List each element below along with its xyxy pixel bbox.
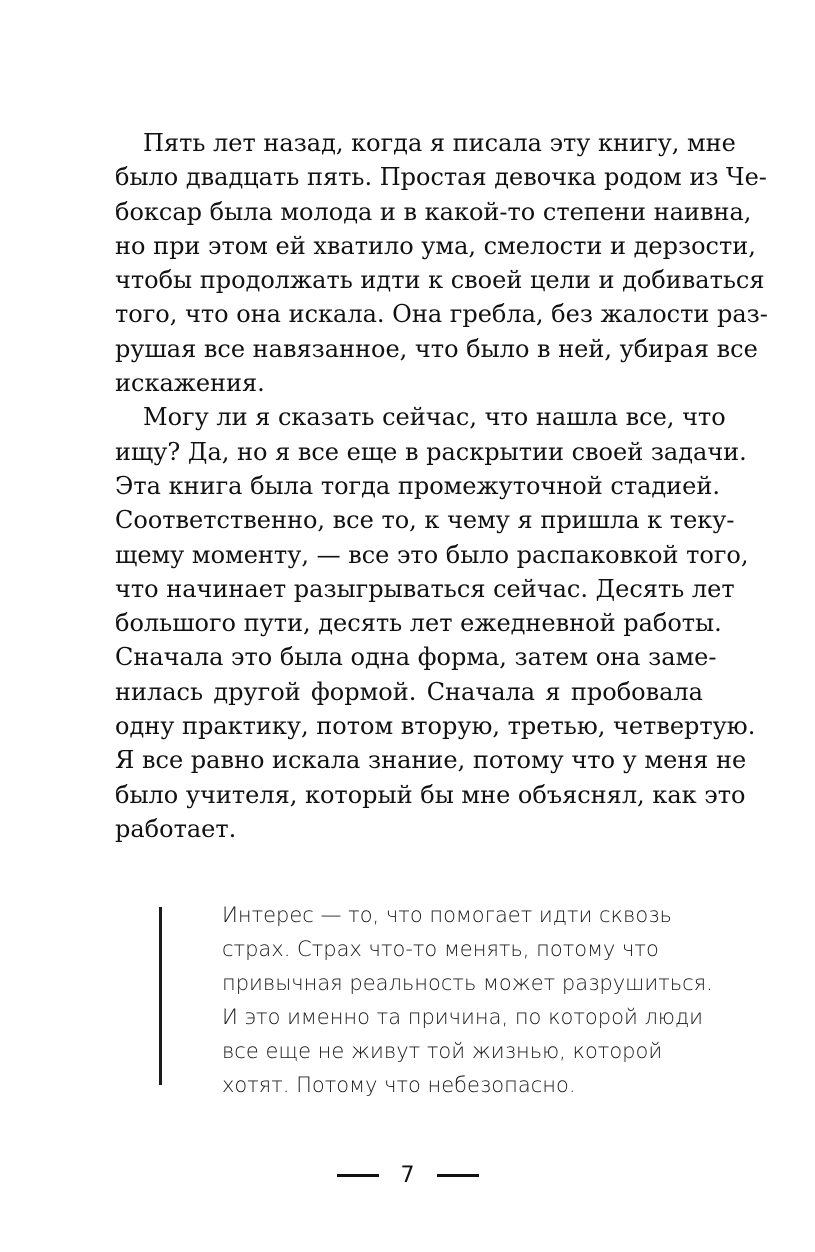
text-line: работает. (115, 814, 237, 843)
text-line: Сначала это была одна форма, затем она заме- (115, 643, 717, 672)
quote-line: хотят. Потому что небезопасно. (222, 1073, 576, 1097)
text-line: было двадцать пять. Простая девочка родом из Че- (115, 163, 767, 192)
text-line: Я все равно искала знание, потому что у меня не (115, 746, 747, 775)
text-line: боксар была молода и в какой-то степени наивна, (115, 197, 752, 226)
text-line: Соответственно, все то, к чему я пришла к теку- (115, 506, 735, 535)
text-line: что начинает разыгрываться сейчас. Десять лет (115, 574, 735, 603)
text-line: большого пути, десять лет ежедневной работы. (115, 609, 722, 638)
text-line: Эта книга была тогда промежуточной стадией. (115, 471, 721, 500)
pull-quote (222, 898, 712, 1102)
quote-line: И это именно та причина, по которой люди (222, 1005, 704, 1029)
text-line: было учителя, который бы мне объяснял, как это (115, 780, 746, 809)
quote-line: все еще не живут той жизнью, которой (222, 1039, 663, 1063)
main-text (115, 126, 768, 846)
text-line: рушая все навязанное, что было в ней, убирая все (115, 334, 758, 363)
page-number: 7 (400, 1162, 415, 1188)
text-line: чтобы продолжать идти к своей цели и добиваться (115, 266, 765, 295)
text-line: нилась другой формой. Сначала я пробовала (115, 677, 703, 706)
text-line: но при этом ей хватило ума, смелости и дерзости, (115, 231, 756, 260)
text-line: того, что она искала. Она гребла, без жалости раз- (115, 300, 768, 329)
quote-line: привычная реальность может разрушиться. (222, 971, 713, 995)
paragraph-2 (115, 400, 756, 846)
text-line: ищу? Да, но я все еще в раскрытии своей задачи. (115, 437, 747, 466)
text-line: одну практику, потом вторую, третью, четвертую. (115, 712, 756, 741)
quote-line: страх. Страх что-то менять, потому что (222, 937, 659, 961)
page-footer (0, 1158, 815, 1192)
paragraph-1 (115, 126, 768, 400)
quote-line: Интерес — то, что помогает идти сквозь (222, 903, 672, 927)
footer-dash-left (337, 1174, 379, 1177)
text-line: Могу ли я сказать сейчас, что нашла все, что (143, 403, 726, 432)
footer-dash-right (437, 1174, 479, 1177)
text-line: искажения. (115, 369, 265, 398)
text-line: щему моменту, — все это было распаковкой того, (115, 540, 749, 569)
text-line: Пять лет назад, когда я писала эту книгу, мне (143, 129, 736, 157)
quote-rule (159, 907, 162, 1085)
